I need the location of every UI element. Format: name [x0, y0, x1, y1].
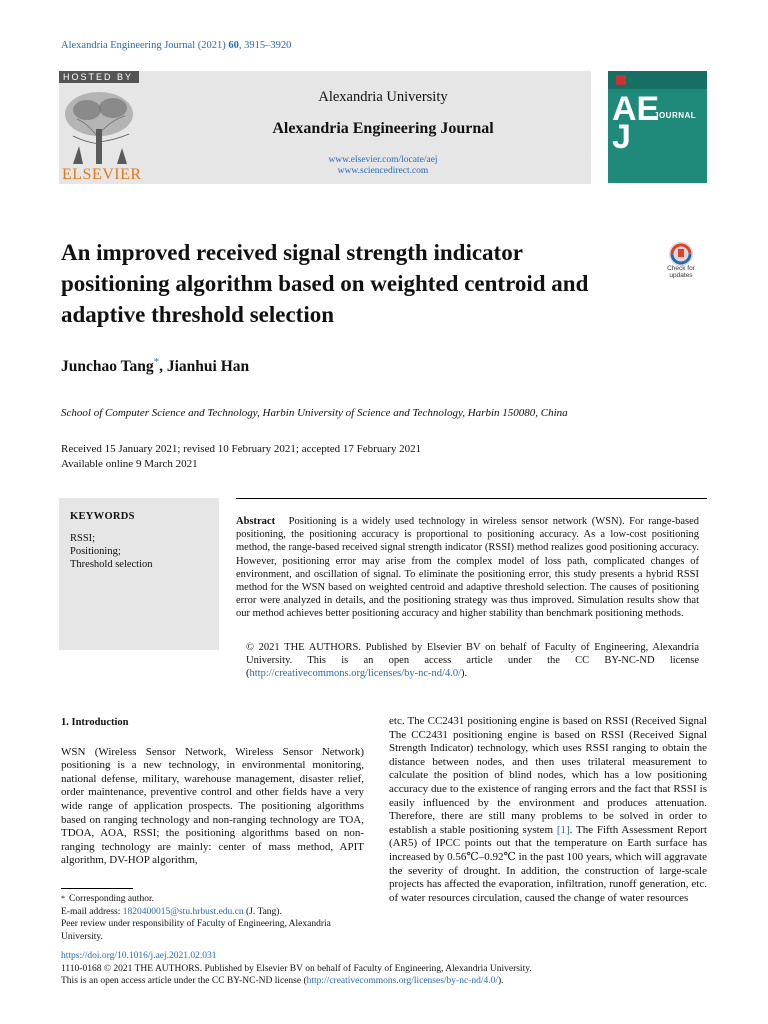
oa-license-link[interactable]: http://creativecommons.org/licenses/by-nc-nd/4.0/	[306, 976, 498, 986]
cover-badge-icon	[616, 75, 626, 85]
right-column	[389, 715, 707, 905]
oa-close: ).	[498, 976, 504, 986]
intro-paragraph-right-b: . The Fifth Assessment Report (AR5) of IPCC points out that the temperature on Earth surface has increased by 0.56℃–0.92℃ in the past 100 years, which will aggravate the severity of drought. In addition, the construction of large-scale projects has affected the evaporation, infiltration, runoff generation, etc. of water resources circulation, caused the change of water resources	[389, 823, 707, 904]
keywords-list	[70, 532, 153, 571]
journal-citation[interactable]	[61, 40, 291, 51]
intro-paragraph-left: WSN (Wireless Sensor Network, Wireless Sensor Network) positioning is a new technology, in environmental monitoring, national defense, military, warehouse management, disaster relief, order maintenance, preventive control and other fields have a very wide range of application prospects. The positioning algorithms based on ranging technology and non-ranging technology are TOA, TDOA, AOA, RSSI; the positioning algorithms based on non-ranging technology are mainly: center of mass method, APIT algorithm, DV-HOP algorithm,	[61, 745, 364, 867]
footnote-rule	[61, 888, 133, 889]
journal-cover-thumbnail[interactable]	[608, 71, 707, 183]
corresponding-author-mark[interactable]: *	[153, 356, 160, 368]
peer-review-note: Peer review under responsibility of Faculty of Engineering, Alexandria University.	[61, 919, 331, 942]
affiliation: School of Computer Science and Technology, Harbin University of Science and Technology, Harbin 150080, China	[61, 407, 568, 419]
abstract	[236, 515, 699, 621]
abstract-copyright	[236, 641, 699, 681]
keyword-item: Positioning;	[70, 546, 121, 557]
keywords-title: KEYWORDS	[70, 511, 135, 522]
cover-title-letters: AE J	[612, 90, 660, 156]
email-after: (J. Tang).	[243, 906, 282, 917]
abstract-label: Abstract	[236, 516, 276, 527]
issn-line: 1110-0168 © 2021 THE AUTHORS. Published by Elsevier BV on behalf of Faculty of Engineering, Alexandria University.	[61, 963, 532, 974]
doi-link[interactable]: https://doi.org/10.1016/j.aej.2021.02.031	[61, 951, 217, 961]
email-label: E-mail address:	[61, 906, 123, 917]
citation-journal[interactable]: Alexandria Engineering Journal (2021)	[61, 40, 226, 51]
abstract-rule	[236, 498, 707, 499]
cover-journal-word: JOURNAL	[654, 111, 697, 120]
reference-link-1[interactable]: [1]	[556, 823, 570, 836]
author-list	[61, 356, 249, 376]
received-dates: Received 15 January 2021; revised 10 February 2021; accepted 17 February 2021	[61, 443, 422, 455]
available-online-date: Available online 9 March 2021	[61, 458, 198, 470]
sciencedirect-link[interactable]: www.sciencedirect.com	[337, 166, 429, 176]
author-email-link[interactable]: 1820400015@stu.hrbust.edu.cn	[122, 906, 244, 917]
copyright-close: ).	[461, 668, 468, 680]
oa-text: This is an open access article under the CC BY-NC-ND license (	[61, 976, 307, 986]
keyword-item: Threshold selection	[70, 559, 153, 570]
article-dates	[61, 442, 421, 472]
citation-volume[interactable]: 60	[228, 40, 239, 51]
author-2: , Jianhui Han	[159, 358, 250, 376]
footnotes	[61, 893, 371, 943]
elsevier-link[interactable]: www.elsevier.com/locate/aej	[328, 155, 438, 165]
journal-name: Alexandria Engineering Journal	[272, 120, 494, 137]
keyword-item: RSSI;	[70, 533, 96, 544]
section-heading-introduction: 1. Introduction	[61, 717, 129, 728]
license-link[interactable]: http://creativecommons.org/licenses/by-nc-nd/4.0/	[249, 668, 462, 680]
elsevier-wordmark[interactable]: ELSEVIER	[62, 166, 142, 183]
article-title: An improved received signal strength indicator positioning algorithm based on weighted centroid and adaptive threshold selection	[61, 240, 589, 327]
abstract-text: Positioning is a widely used technology in wireless sensor network (WSN). For range-based positioning, the positioning accuracy is proportional to positioning accuracy. As a low-cost positioning method, the range-based received signal strength indicator (RSSI) method realizes good positioning accuracy. However, positioning error may arise from the complex model of loss path, complicated changes of environment, and oscillation of signal. To eliminate the positioning error, this study presents a hybrid RSSI method for the WSN based on weighted centroid and adaptive threshold selection. The causes of positioning error were analyzed in details, and the positioning strategy was thus improved. Simulation results show that our method achieves better positioning accuracy and higher stability than benchmark positioning methods.	[236, 516, 700, 620]
page-footer	[61, 950, 707, 988]
author-1: Junchao Tang	[61, 358, 154, 376]
hosted-by-label: HOSTED BY	[59, 71, 139, 83]
copyright-text: © 2021 THE AUTHORS. Published by Elsevier BV on behalf of Faculty of Engineering, Alexandria University. This is an open access article under the CC BY-NC-ND license (	[246, 642, 699, 680]
university-name: Alexandria University	[318, 89, 448, 105]
corresponding-author-note: Corresponding author.	[69, 894, 154, 904]
citation-pages[interactable]: , 3915–3920	[238, 40, 292, 51]
left-column	[61, 716, 364, 868]
footnote-star: *	[61, 894, 65, 903]
check-for-updates-label[interactable]: Check for updates	[667, 265, 695, 279]
intro-paragraph-right-a: etc. The CC2431 positioning engine is based on RSSI (Received Signal The CC2431 positioning engine is based on RSSI (Received Signal Strength Indicator) technology, which uses RSSI ranging to obtain the distance between nodes, and then uses trilateral measurement to calculate the position of blind nodes, which has a low positioning accuracy due to the existence of ranging errors and the fact that RSSI is easily influenced by the environment and produces attenuation. Therefore, there are still many problems to be solved in order to establish a stable positioning system	[389, 715, 707, 836]
